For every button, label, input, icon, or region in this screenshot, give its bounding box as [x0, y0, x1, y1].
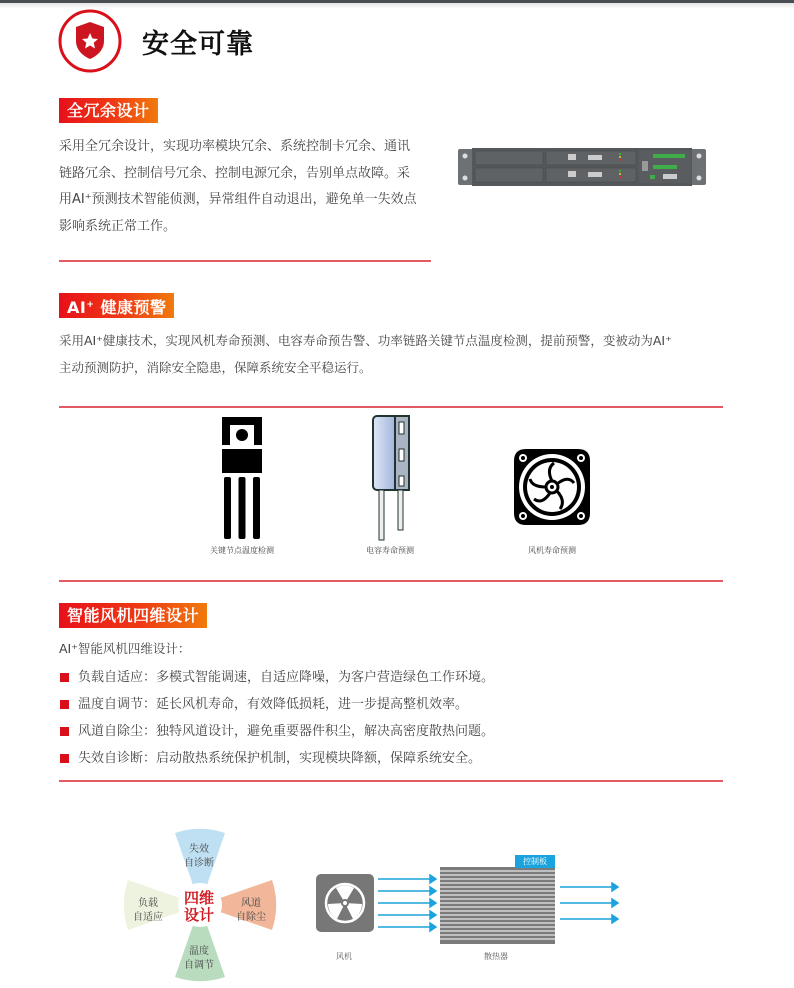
text-line: 主动预测防护，消除安全隐患，保障系统安全平稳运行。: [59, 359, 372, 375]
section-divider: [59, 260, 431, 262]
text-line: 影响系统正常工作。: [59, 218, 177, 234]
page-title: 安全可靠: [142, 29, 254, 60]
text-line: 链路冗余、控制信号冗余、控制电源冗余，告别单点故障。采: [59, 165, 411, 181]
fan-block-icon: [316, 874, 374, 932]
bullet-square-icon: [60, 727, 69, 736]
heading-ai-text: AI: [67, 298, 87, 317]
heading-ai-sup: +: [86, 300, 95, 310]
petal-right-label: 风道 自除尘: [236, 898, 266, 923]
transistor-icon: [218, 415, 266, 541]
heading-health-text: 健康预警: [94, 298, 167, 317]
petal-bottom-label: 温度 自调节: [184, 946, 214, 971]
petal-left-label: 负载 自适应: [133, 898, 163, 923]
fan-icon: [510, 445, 594, 529]
list-item-text: 负载自适应：多模式智能调速，自适应降噪，为客户营造绿色工作环境。: [78, 670, 495, 685]
rack-controller-image: [458, 146, 706, 188]
bullet-square-icon: [60, 700, 69, 709]
fan-feature-list: [60, 664, 494, 772]
list-item: [60, 664, 494, 691]
ai-health-description: [59, 328, 739, 381]
petal-top-label: 失效 自诊断: [184, 844, 214, 869]
heatsink-label: 散热器: [484, 952, 508, 961]
bullet-square-icon: [60, 754, 69, 763]
list-item: [60, 718, 494, 745]
heatsink-image: [440, 867, 555, 944]
fan-label: 风机寿命预测: [528, 546, 576, 555]
capacitor-label: 电容寿命预测: [366, 546, 414, 555]
list-item-text: 失效自诊断：启动散热系统保护机制，实现模块降额，保障系统安全。: [78, 751, 482, 766]
list-item-text: 风道自除尘：独特风道设计，避免重要器件积尘，解决高密度散热问题。: [78, 724, 495, 739]
shield-star-icon: [57, 8, 123, 74]
transistor-label: 关键节点温度检测: [210, 546, 274, 555]
control-board-tag: 控制板: [515, 855, 555, 868]
list-item-text: 温度自调节：延长风机寿命，有效降低损耗，进一步提高整机效率。: [78, 697, 469, 712]
section-divider: [59, 780, 723, 782]
section-divider: [59, 580, 723, 582]
bullet-square-icon: [60, 673, 69, 682]
section-heading-redundancy: 全冗余设计: [59, 98, 158, 123]
airflow-in-arrows: [378, 874, 438, 934]
airflow-out-arrows: [560, 882, 620, 924]
section-divider: [59, 406, 723, 408]
section-heading-fan-design: 智能风机四维设计: [59, 603, 207, 628]
capacitor-icon: [370, 414, 412, 542]
text-line: 采用AI⁺健康技术，实现风机寿命预测、电容寿命预告警、功率链路关键节点温度检测，提前预警，变被动为AI⁺: [59, 333, 672, 348]
text-line: 用AI⁺预测技术智能侦测，异常组件自动退出，避免单一失效点: [59, 192, 417, 207]
list-item: [60, 691, 494, 718]
fan-block-label: 风机: [336, 952, 352, 961]
text-line: 采用全冗余设计，实现功率模块冗余、系统控制卡冗余、通讯: [59, 139, 411, 154]
fan-design-intro: AI⁺智能风机四维设计：: [59, 641, 191, 656]
redundancy-description: [59, 134, 439, 240]
diagram-center-label: 四维 设计: [183, 889, 214, 924]
list-item: [60, 745, 494, 772]
section-heading-ai-health: [59, 293, 174, 318]
